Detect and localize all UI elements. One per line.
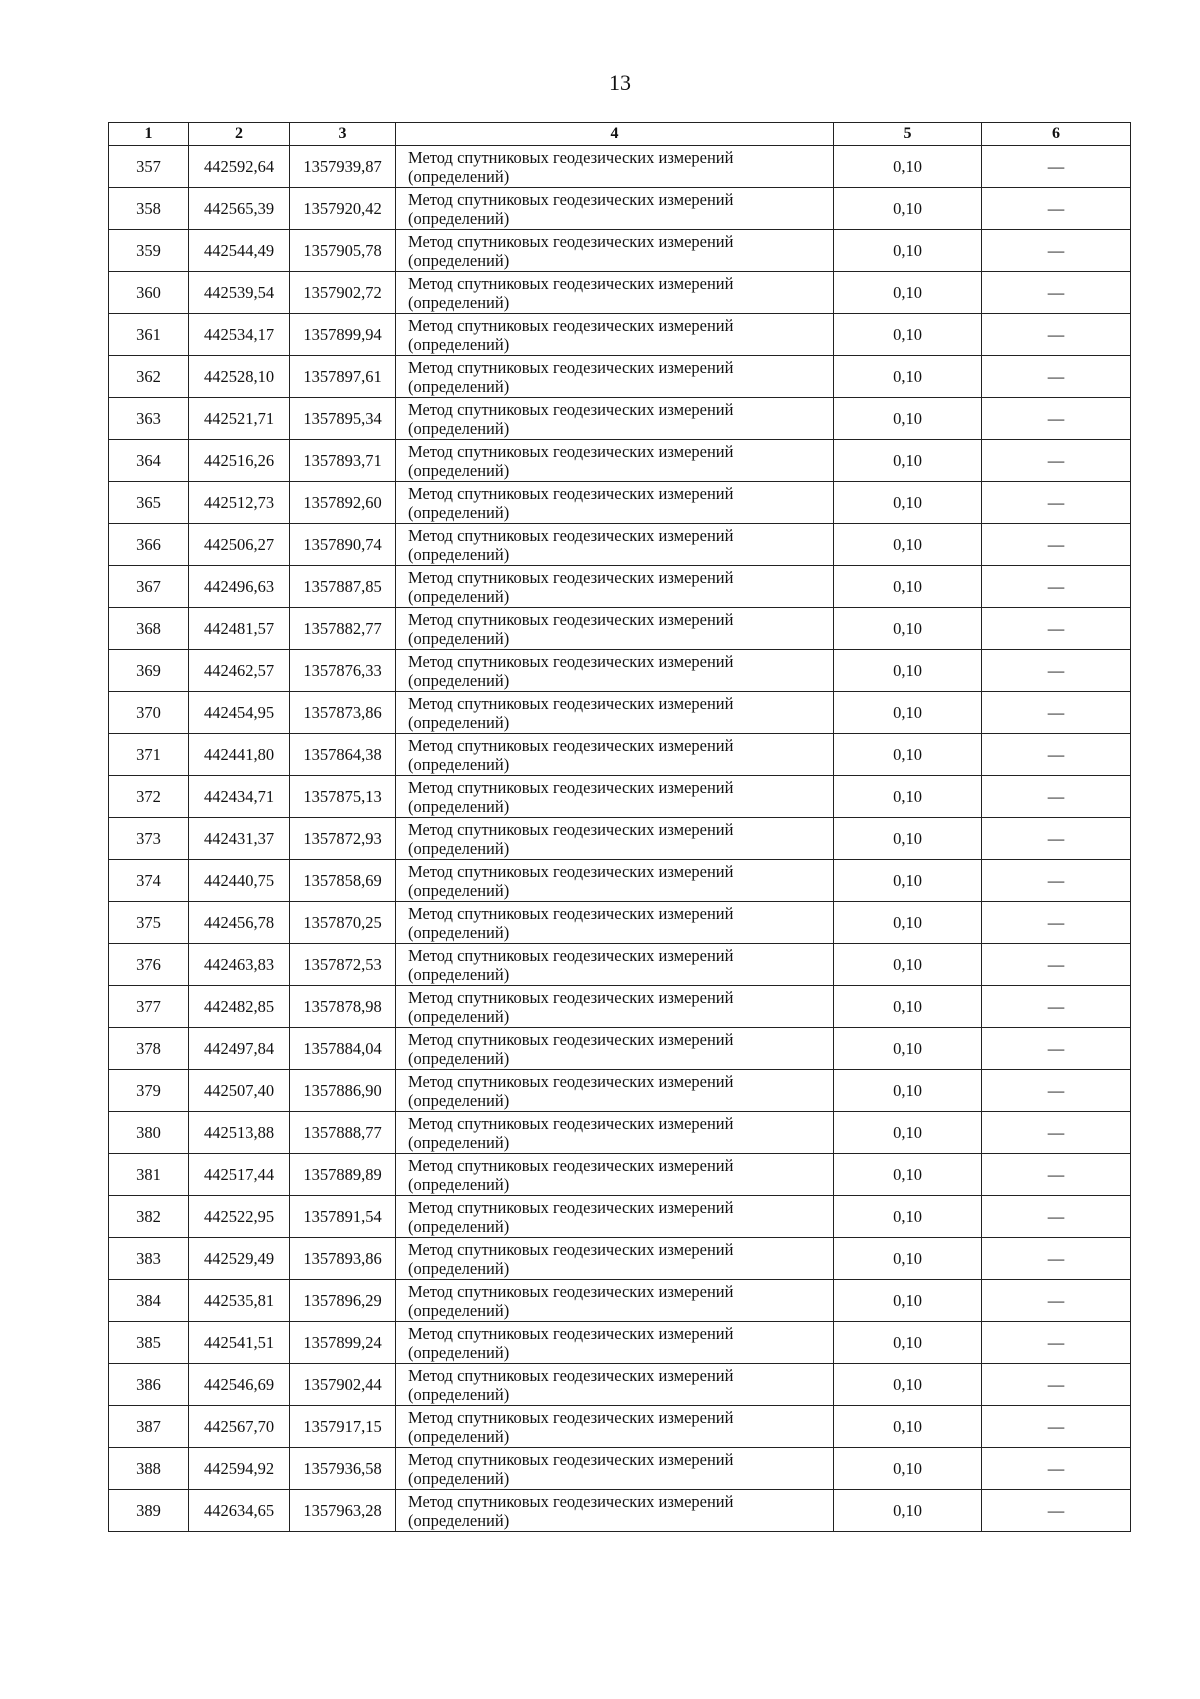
note-cell: —: [982, 230, 1131, 272]
point-number-cell: 385: [109, 1322, 189, 1364]
x-coordinate-cell: 442512,73: [189, 482, 290, 524]
note-cell: —: [982, 1028, 1131, 1070]
y-coordinate-cell: 1357870,25: [290, 902, 396, 944]
table-row: [109, 440, 1131, 482]
point-number-cell: 372: [109, 776, 189, 818]
point-number-cell: 378: [109, 1028, 189, 1070]
accuracy-cell: 0,10: [834, 1364, 982, 1406]
table-row: [109, 314, 1131, 356]
y-coordinate-cell: 1357891,54: [290, 1196, 396, 1238]
method-cell: Метод спутниковых геодезических измерений (определений): [396, 440, 834, 482]
method-cell: Метод спутниковых геодезических измерений (определений): [396, 272, 834, 314]
point-number-cell: 376: [109, 944, 189, 986]
y-coordinate-cell: 1357936,58: [290, 1448, 396, 1490]
accuracy-cell: 0,10: [834, 272, 982, 314]
method-cell: Метод спутниковых геодезических измерений (определений): [396, 1280, 834, 1322]
y-coordinate-cell: 1357872,93: [290, 818, 396, 860]
table-header-row: [109, 123, 1131, 146]
x-coordinate-cell: 442431,37: [189, 818, 290, 860]
note-cell: —: [982, 1280, 1131, 1322]
x-coordinate-cell: 442517,44: [189, 1154, 290, 1196]
table-row: [109, 818, 1131, 860]
note-cell: —: [982, 818, 1131, 860]
note-cell: —: [982, 1406, 1131, 1448]
accuracy-cell: 0,10: [834, 524, 982, 566]
note-cell: —: [982, 566, 1131, 608]
table-row: [109, 734, 1131, 776]
note-cell: —: [982, 1070, 1131, 1112]
point-number-cell: 371: [109, 734, 189, 776]
table-row: [109, 1196, 1131, 1238]
method-cell: Метод спутниковых геодезических измерений (определений): [396, 1154, 834, 1196]
method-cell: Метод спутниковых геодезических измерений (определений): [396, 1196, 834, 1238]
accuracy-cell: 0,10: [834, 1028, 982, 1070]
y-coordinate-cell: 1357897,61: [290, 356, 396, 398]
method-cell: Метод спутниковых геодезических измерений (определений): [396, 734, 834, 776]
accuracy-cell: 0,10: [834, 1154, 982, 1196]
table-row: [109, 566, 1131, 608]
note-cell: —: [982, 1238, 1131, 1280]
accuracy-cell: 0,10: [834, 146, 982, 188]
point-number-cell: 375: [109, 902, 189, 944]
note-cell: —: [982, 272, 1131, 314]
y-coordinate-cell: 1357889,89: [290, 1154, 396, 1196]
point-number-cell: 364: [109, 440, 189, 482]
point-number-cell: 359: [109, 230, 189, 272]
table-row: [109, 230, 1131, 272]
table-row: [109, 1028, 1131, 1070]
method-cell: Метод спутниковых геодезических измерений (определений): [396, 146, 834, 188]
point-number-cell: 361: [109, 314, 189, 356]
note-cell: —: [982, 776, 1131, 818]
method-cell: Метод спутниковых геодезических измерений (определений): [396, 566, 834, 608]
accuracy-cell: 0,10: [834, 986, 982, 1028]
y-coordinate-cell: 1357899,24: [290, 1322, 396, 1364]
x-coordinate-cell: 442522,95: [189, 1196, 290, 1238]
accuracy-cell: 0,10: [834, 440, 982, 482]
x-coordinate-cell: 442454,95: [189, 692, 290, 734]
x-coordinate-cell: 442535,81: [189, 1280, 290, 1322]
column-header: 3: [290, 123, 396, 146]
point-number-cell: 363: [109, 398, 189, 440]
table-row: [109, 1406, 1131, 1448]
note-cell: —: [982, 944, 1131, 986]
note-cell: —: [982, 1154, 1131, 1196]
x-coordinate-cell: 442513,88: [189, 1112, 290, 1154]
y-coordinate-cell: 1357888,77: [290, 1112, 396, 1154]
y-coordinate-cell: 1357876,33: [290, 650, 396, 692]
table-row: [109, 272, 1131, 314]
column-header: 4: [396, 123, 834, 146]
y-coordinate-cell: 1357893,86: [290, 1238, 396, 1280]
column-header: 6: [982, 123, 1131, 146]
y-coordinate-cell: 1357890,74: [290, 524, 396, 566]
table-row: [109, 1112, 1131, 1154]
point-number-cell: 386: [109, 1364, 189, 1406]
method-cell: Метод спутниковых геодезических измерений (определений): [396, 524, 834, 566]
accuracy-cell: 0,10: [834, 1070, 982, 1112]
method-cell: Метод спутниковых геодезических измерений (определений): [396, 1322, 834, 1364]
accuracy-cell: 0,10: [834, 734, 982, 776]
point-number-cell: 382: [109, 1196, 189, 1238]
y-coordinate-cell: 1357886,90: [290, 1070, 396, 1112]
y-coordinate-cell: 1357899,94: [290, 314, 396, 356]
table-row: [109, 944, 1131, 986]
method-cell: Метод спутниковых геодезических измерений (определений): [396, 608, 834, 650]
y-coordinate-cell: 1357873,86: [290, 692, 396, 734]
accuracy-cell: 0,10: [834, 566, 982, 608]
x-coordinate-cell: 442546,69: [189, 1364, 290, 1406]
method-cell: Метод спутниковых геодезических измерений (определений): [396, 1028, 834, 1070]
table-row: [109, 1322, 1131, 1364]
method-cell: Метод спутниковых геодезических измерений (определений): [396, 1406, 834, 1448]
point-number-cell: 389: [109, 1490, 189, 1532]
note-cell: —: [982, 986, 1131, 1028]
x-coordinate-cell: 442534,17: [189, 314, 290, 356]
note-cell: —: [982, 1490, 1131, 1532]
column-header: 5: [834, 123, 982, 146]
accuracy-cell: 0,10: [834, 356, 982, 398]
coordinates-table: [108, 122, 1131, 1532]
point-number-cell: 362: [109, 356, 189, 398]
method-cell: Метод спутниковых геодезических измерений (определений): [396, 1490, 834, 1532]
x-coordinate-cell: 442544,49: [189, 230, 290, 272]
note-cell: —: [982, 1448, 1131, 1490]
point-number-cell: 369: [109, 650, 189, 692]
accuracy-cell: 0,10: [834, 1448, 982, 1490]
note-cell: —: [982, 1322, 1131, 1364]
y-coordinate-cell: 1357884,04: [290, 1028, 396, 1070]
x-coordinate-cell: 442456,78: [189, 902, 290, 944]
method-cell: Метод спутниковых геодезических измерений (определений): [396, 188, 834, 230]
method-cell: Метод спутниковых геодезических измерений (определений): [396, 1112, 834, 1154]
note-cell: —: [982, 188, 1131, 230]
accuracy-cell: 0,10: [834, 1490, 982, 1532]
table-row: [109, 398, 1131, 440]
note-cell: —: [982, 398, 1131, 440]
method-cell: Метод спутниковых геодезических измерений (определений): [396, 1238, 834, 1280]
y-coordinate-cell: 1357875,13: [290, 776, 396, 818]
point-number-cell: 368: [109, 608, 189, 650]
point-number-cell: 377: [109, 986, 189, 1028]
method-cell: Метод спутниковых геодезических измерений (определений): [396, 776, 834, 818]
x-coordinate-cell: 442529,49: [189, 1238, 290, 1280]
x-coordinate-cell: 442496,63: [189, 566, 290, 608]
table-row: [109, 902, 1131, 944]
accuracy-cell: 0,10: [834, 818, 982, 860]
table-row: [109, 356, 1131, 398]
table-row: [109, 1364, 1131, 1406]
x-coordinate-cell: 442567,70: [189, 1406, 290, 1448]
x-coordinate-cell: 442507,40: [189, 1070, 290, 1112]
y-coordinate-cell: 1357963,28: [290, 1490, 396, 1532]
method-cell: Метод спутниковых геодезических измерений (определений): [396, 1364, 834, 1406]
point-number-cell: 357: [109, 146, 189, 188]
y-coordinate-cell: 1357878,98: [290, 986, 396, 1028]
x-coordinate-cell: 442440,75: [189, 860, 290, 902]
point-number-cell: 379: [109, 1070, 189, 1112]
accuracy-cell: 0,10: [834, 944, 982, 986]
method-cell: Метод спутниковых геодезических измерений (определений): [396, 1070, 834, 1112]
note-cell: —: [982, 482, 1131, 524]
note-cell: —: [982, 734, 1131, 776]
y-coordinate-cell: 1357920,42: [290, 188, 396, 230]
note-cell: —: [982, 608, 1131, 650]
method-cell: Метод спутниковых геодезических измерений (определений): [396, 860, 834, 902]
table-row: [109, 482, 1131, 524]
table-row: [109, 776, 1131, 818]
point-number-cell: 365: [109, 482, 189, 524]
table-row: [109, 188, 1131, 230]
note-cell: —: [982, 524, 1131, 566]
y-coordinate-cell: 1357872,53: [290, 944, 396, 986]
note-cell: —: [982, 1364, 1131, 1406]
x-coordinate-cell: 442463,83: [189, 944, 290, 986]
note-cell: —: [982, 146, 1131, 188]
table-row: [109, 1280, 1131, 1322]
y-coordinate-cell: 1357896,29: [290, 1280, 396, 1322]
point-number-cell: 387: [109, 1406, 189, 1448]
x-coordinate-cell: 442521,71: [189, 398, 290, 440]
table-row: [109, 1070, 1131, 1112]
y-coordinate-cell: 1357905,78: [290, 230, 396, 272]
point-number-cell: 384: [109, 1280, 189, 1322]
point-number-cell: 380: [109, 1112, 189, 1154]
note-cell: —: [982, 1196, 1131, 1238]
x-coordinate-cell: 442634,65: [189, 1490, 290, 1532]
y-coordinate-cell: 1357858,69: [290, 860, 396, 902]
table-row: [109, 524, 1131, 566]
x-coordinate-cell: 442516,26: [189, 440, 290, 482]
point-number-cell: 367: [109, 566, 189, 608]
accuracy-cell: 0,10: [834, 776, 982, 818]
y-coordinate-cell: 1357939,87: [290, 146, 396, 188]
accuracy-cell: 0,10: [834, 1238, 982, 1280]
accuracy-cell: 0,10: [834, 230, 982, 272]
method-cell: Метод спутниковых геодезических измерений (определений): [396, 482, 834, 524]
note-cell: —: [982, 860, 1131, 902]
x-coordinate-cell: 442497,84: [189, 1028, 290, 1070]
x-coordinate-cell: 442481,57: [189, 608, 290, 650]
x-coordinate-cell: 442441,80: [189, 734, 290, 776]
x-coordinate-cell: 442565,39: [189, 188, 290, 230]
method-cell: Метод спутниковых геодезических измерений (определений): [396, 650, 834, 692]
table-row: [109, 146, 1131, 188]
table-row: [109, 1238, 1131, 1280]
accuracy-cell: 0,10: [834, 314, 982, 356]
accuracy-cell: 0,10: [834, 608, 982, 650]
accuracy-cell: 0,10: [834, 1280, 982, 1322]
method-cell: Метод спутниковых геодезических измерений (определений): [396, 398, 834, 440]
table-row: [109, 1448, 1131, 1490]
note-cell: —: [982, 650, 1131, 692]
y-coordinate-cell: 1357887,85: [290, 566, 396, 608]
x-coordinate-cell: 442528,10: [189, 356, 290, 398]
table-row: [109, 1154, 1131, 1196]
accuracy-cell: 0,10: [834, 482, 982, 524]
note-cell: —: [982, 440, 1131, 482]
accuracy-cell: 0,10: [834, 860, 982, 902]
method-cell: Метод спутниковых геодезических измерений (определений): [396, 902, 834, 944]
accuracy-cell: 0,10: [834, 902, 982, 944]
accuracy-cell: 0,10: [834, 188, 982, 230]
point-number-cell: 360: [109, 272, 189, 314]
accuracy-cell: 0,10: [834, 650, 982, 692]
x-coordinate-cell: 442482,85: [189, 986, 290, 1028]
point-number-cell: 366: [109, 524, 189, 566]
table-row: [109, 692, 1131, 734]
x-coordinate-cell: 442434,71: [189, 776, 290, 818]
point-number-cell: 383: [109, 1238, 189, 1280]
x-coordinate-cell: 442592,64: [189, 146, 290, 188]
y-coordinate-cell: 1357892,60: [290, 482, 396, 524]
accuracy-cell: 0,10: [834, 692, 982, 734]
x-coordinate-cell: 442462,57: [189, 650, 290, 692]
method-cell: Метод спутниковых геодезических измерений (определений): [396, 356, 834, 398]
column-header: 2: [189, 123, 290, 146]
x-coordinate-cell: 442539,54: [189, 272, 290, 314]
note-cell: —: [982, 692, 1131, 734]
accuracy-cell: 0,10: [834, 1196, 982, 1238]
y-coordinate-cell: 1357893,71: [290, 440, 396, 482]
table-row: [109, 860, 1131, 902]
x-coordinate-cell: 442506,27: [189, 524, 290, 566]
method-cell: Метод спутниковых геодезических измерений (определений): [396, 944, 834, 986]
method-cell: Метод спутниковых геодезических измерений (определений): [396, 986, 834, 1028]
y-coordinate-cell: 1357882,77: [290, 608, 396, 650]
note-cell: —: [982, 902, 1131, 944]
table-row: [109, 608, 1131, 650]
note-cell: —: [982, 314, 1131, 356]
y-coordinate-cell: 1357902,72: [290, 272, 396, 314]
point-number-cell: 373: [109, 818, 189, 860]
method-cell: Метод спутниковых геодезических измерений (определений): [396, 692, 834, 734]
accuracy-cell: 0,10: [834, 398, 982, 440]
column-header: 1: [109, 123, 189, 146]
note-cell: —: [982, 1112, 1131, 1154]
note-cell: —: [982, 356, 1131, 398]
method-cell: Метод спутниковых геодезических измерений (определений): [396, 1448, 834, 1490]
point-number-cell: 370: [109, 692, 189, 734]
table-row: [109, 1490, 1131, 1532]
x-coordinate-cell: 442541,51: [189, 1322, 290, 1364]
point-number-cell: 388: [109, 1448, 189, 1490]
accuracy-cell: 0,10: [834, 1112, 982, 1154]
y-coordinate-cell: 1357917,15: [290, 1406, 396, 1448]
method-cell: Метод спутниковых геодезических измерений (определений): [396, 230, 834, 272]
point-number-cell: 358: [109, 188, 189, 230]
page-number: 13: [609, 70, 631, 95]
y-coordinate-cell: 1357895,34: [290, 398, 396, 440]
method-cell: Метод спутниковых геодезических измерений (определений): [396, 818, 834, 860]
accuracy-cell: 0,10: [834, 1406, 982, 1448]
y-coordinate-cell: 1357902,44: [290, 1364, 396, 1406]
x-coordinate-cell: 442594,92: [189, 1448, 290, 1490]
table-row: [109, 650, 1131, 692]
accuracy-cell: 0,10: [834, 1322, 982, 1364]
method-cell: Метод спутниковых геодезических измерений (определений): [396, 314, 834, 356]
table-row: [109, 986, 1131, 1028]
point-number-cell: 374: [109, 860, 189, 902]
y-coordinate-cell: 1357864,38: [290, 734, 396, 776]
point-number-cell: 381: [109, 1154, 189, 1196]
